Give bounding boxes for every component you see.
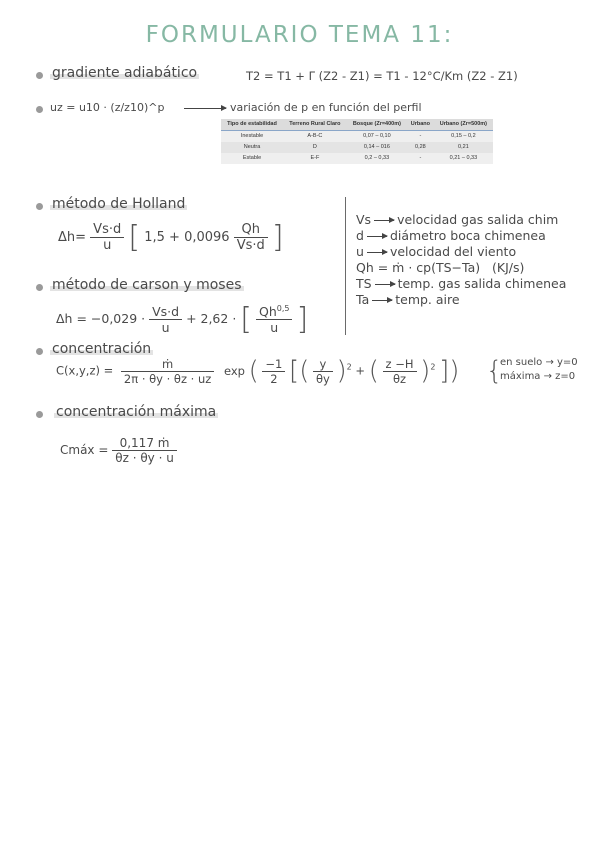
- bullet-carson: [36, 284, 43, 291]
- holland-frac2: $\frac{Qh}{Vs\cdot d}$: [234, 222, 268, 253]
- cond-maxima: máxima → z=0: [500, 371, 576, 382]
- table-header: Urbano (Zr=500m): [434, 119, 493, 131]
- bullet-uz: [36, 106, 43, 113]
- holland-label: método de Holland: [52, 196, 186, 212]
- holland-frac1: $\frac{Vs\cdot d}{u}$: [90, 222, 124, 253]
- table-cell: -: [407, 131, 434, 143]
- cmax-lhs: Cmáx =: [60, 443, 109, 457]
- table-cell: -: [407, 153, 434, 164]
- table-row: [221, 153, 493, 164]
- carson-plus: + 2,62 ·: [186, 311, 237, 327]
- carson-lhs: Δh = −0,029 ·: [56, 311, 146, 327]
- conc-exp: exp: [223, 363, 245, 378]
- table-row: [221, 131, 493, 143]
- table-cell: Neutra: [221, 142, 283, 153]
- conc-y-frac: $\frac{y}{\theta y}$: [313, 357, 333, 386]
- table-header: Terreno Rural Claro: [283, 119, 347, 131]
- legend-item: Vs velocidad gas salida chim: [356, 212, 559, 227]
- gradiente-label: gradiente adiabático: [52, 65, 198, 81]
- holland-mid: 1,5 + 0,0096: [144, 230, 230, 245]
- table-cell: 0,21: [434, 142, 493, 153]
- gradiente-formula: T2 = T1 + Γ (Z2 - Z1) = T1 - 12°C/Km (Z2 - Z1): [246, 69, 518, 83]
- bullet-holland: [36, 203, 43, 210]
- arrow-right-icon: [367, 236, 387, 237]
- bracket-close: ]: [271, 219, 284, 255]
- cmax-formula: [60, 436, 177, 465]
- conc-frac: $\frac{\text{ṁ}}{2\pi \cdot \theta y \cdot \theta z \cdot uz}$: [121, 357, 214, 386]
- holland-lhs: Δh=: [58, 230, 87, 245]
- variables-legend: [356, 212, 566, 308]
- arrow-right-icon: [375, 284, 395, 285]
- table-header-row: [221, 119, 493, 131]
- table-cell: Estable: [221, 153, 283, 164]
- table-cell: Inestable: [221, 131, 283, 143]
- conc-lhs: C(x,y,z) =: [56, 363, 114, 378]
- bullet-cmax: [36, 411, 43, 418]
- arrow-right-icon: [372, 300, 392, 301]
- legend-item: d diámetro boca chimenea: [356, 228, 546, 243]
- curly-brace: {: [486, 356, 503, 386]
- page-title: FORMULARIO TEMA 11:: [145, 22, 454, 48]
- table-header: Tipo de estabilidad: [221, 119, 283, 131]
- conc-z-frac: $\frac{z -H}{\theta z}$: [383, 357, 417, 386]
- bracket-close: ]: [296, 301, 309, 337]
- divider-line: [345, 197, 346, 335]
- table-cell: 0,15 – 0,2: [434, 131, 493, 143]
- concentracion-formula: C(x,y,z) = $\frac{\text{ṁ}}{2\pi \cdot \theta y \cdot \theta z \cdot uz}$ exp ( $\frac{-1}{2}$ [( $\frac{y}{\theta y}$ )$^2$ + ( $\frac{z -H}{\theta z}$ )$^2$ ]): [56, 356, 460, 386]
- cond-suelo: en suelo → y=0: [500, 357, 578, 368]
- uz-formula: uz = u10 · (z/z10)^p: [50, 101, 165, 114]
- table-cell: 0,14 – 016: [347, 142, 407, 153]
- bullet-gradiente: [36, 72, 43, 79]
- carson-frac2: $\frac{Qh^{0,5}}{u}$: [256, 304, 293, 335]
- uz-note: variación de p en función del perfil: [230, 101, 422, 114]
- bullet-concentracion: [36, 348, 43, 355]
- conc-conditions: [500, 356, 578, 384]
- legend-item: u velocidad del viento: [356, 244, 517, 259]
- carson-frac1: $\frac{Vs\cdot d}{u}$: [149, 304, 182, 335]
- table-header: Urbano: [407, 119, 434, 131]
- conc-half: $\frac{-1}{2}$: [262, 357, 285, 386]
- table-cell: D: [283, 142, 347, 153]
- arrow-right-icon: [367, 252, 387, 253]
- arrow-right-icon: [374, 220, 394, 221]
- uz-note-row: [180, 101, 422, 114]
- cmax-frac: $\frac{\text{0,117 ṁ}}{\theta z \cdot \theta y \cdot u}$: [112, 436, 177, 465]
- table-cell: A-B-C: [283, 131, 347, 143]
- table-cell: 0,07 – 0,10: [347, 131, 407, 143]
- bracket-open: [: [128, 219, 141, 255]
- table-cell: 0,28: [407, 142, 434, 153]
- table-cell: E-F: [283, 153, 347, 164]
- legend-item: Qh = ṁ · cp(TS−Ta) (KJ/s): [356, 260, 525, 275]
- bracket-open: [: [240, 301, 252, 337]
- table-header: Bosque (Zr=400m): [347, 119, 407, 131]
- stability-table: [221, 119, 493, 164]
- table-cell: 0,21 – 0,33: [434, 153, 493, 164]
- arrow-right-icon: [184, 108, 226, 109]
- legend-item: TS temp. gas salida chimenea: [356, 276, 567, 291]
- table-row: [221, 142, 493, 153]
- table-cell: 0,2 – 0,33: [347, 153, 407, 164]
- carson-label: método de carson y moses: [52, 277, 242, 293]
- holland-formula: [58, 219, 284, 255]
- legend-item: Ta temp. aire: [356, 292, 460, 307]
- carson-formula: [56, 301, 309, 337]
- cmax-label: concentración máxima: [56, 404, 217, 420]
- concentracion-label: concentración: [52, 341, 152, 357]
